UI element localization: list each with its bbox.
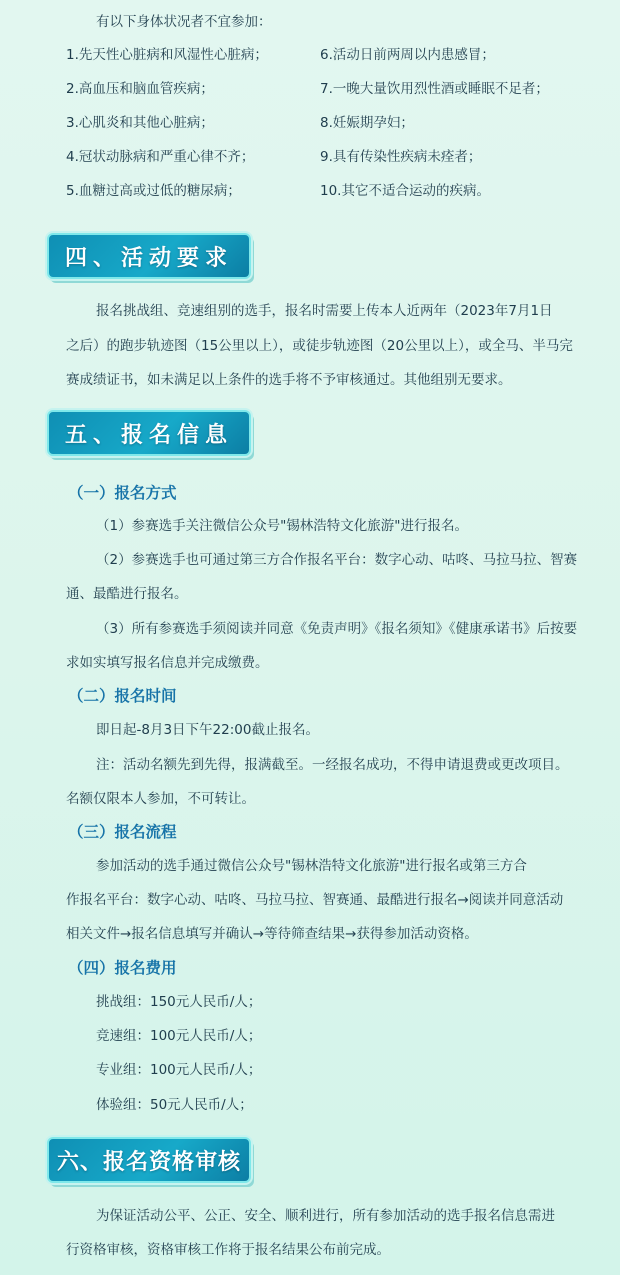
requirements-line-2: 之后）的跑步轨迹图（15公里以上），或徒步轨迹图（20公里以上），或全马、半马完 xyxy=(66,338,573,354)
section-banner-requirements xyxy=(47,233,251,279)
section-banner-registration-info xyxy=(47,410,251,456)
process-line-2: 作报名平台：数字心动、咕咚、马拉马拉、智赛通、最酷进行报名→阅读并同意活动 xyxy=(66,892,564,908)
health-item-8: 8.妊娠期孕妇； xyxy=(320,115,414,131)
subheading-registration-fees: （四）报名费用 xyxy=(68,959,177,977)
health-item-1: 1.先天性心脏病和风湿性心脏病； xyxy=(66,47,268,63)
method-line-2: （2）参赛选手也可通过第三方合作报名平台：数字心动、咕咚、马拉马拉、智赛 xyxy=(96,552,578,568)
health-intro: 有以下身体状况者不宜参加： xyxy=(96,14,272,30)
section-banner-eligibility-review xyxy=(47,1137,251,1183)
fee-experience: 体验组：50元人民币/人； xyxy=(96,1097,253,1113)
requirements-line-3: 赛成绩证书，如未满足以上条件的选手将不予审核通过。其他组别无要求。 xyxy=(66,372,512,388)
review-line-1: 为保证活动公平、公正、安全、顺利进行，所有参加活动的选手报名信息需进 xyxy=(96,1208,555,1224)
health-item-4: 4.冠状动脉病和严重心律不齐； xyxy=(66,149,255,165)
section-title: 四、活动要求 xyxy=(64,245,233,271)
subheading-registration-process: （三）报名流程 xyxy=(68,823,177,841)
time-line-2: 注：活动名额先到先得，报满截至。一经报名成功，不得申请退费或更改项目。 xyxy=(96,757,569,773)
method-line-4: （3）所有参赛选手须阅读并同意《免责声明》《报名须知》《健康承诺书》后按要 xyxy=(96,621,578,637)
process-line-3: 相关文件→报名信息填写并确认→等待筛查结果→获得参加活动资格。 xyxy=(66,926,478,942)
subheading-registration-method: （一）报名方式 xyxy=(68,484,177,502)
process-line-1: 参加活动的选手通过微信公众号"锡林浩特文化旅游"进行报名或第三方合 xyxy=(96,858,527,874)
method-line-5: 求如实填写报名信息并完成缴费。 xyxy=(66,655,269,671)
method-line-1: （1）参赛选手关注微信公众号"锡林浩特文化旅游"进行报名。 xyxy=(96,518,469,534)
time-line-3: 名额仅限本人参加，不可转让。 xyxy=(66,791,255,807)
time-line-1: 即日起-8月3日下午22:00截止报名。 xyxy=(96,722,319,738)
health-item-3: 3.心肌炎和其他心脏病； xyxy=(66,115,214,131)
health-item-10: 10.其它不适合运动的疾病。 xyxy=(320,183,490,199)
health-item-7: 7.一晚大量饮用烈性酒或睡眠不足者； xyxy=(320,81,549,97)
section-title: 六、报名资格审核 xyxy=(56,1149,241,1175)
section-title: 五、报名信息 xyxy=(64,422,233,448)
fee-speed: 竞速组：100元人民币/人； xyxy=(96,1028,262,1044)
method-line-3: 通、最酷进行报名。 xyxy=(66,586,188,602)
health-item-6: 6.活动日前两周以内患感冒； xyxy=(320,47,495,63)
review-line-2: 行资格审核，资格审核工作将于报名结果公布前完成。 xyxy=(66,1242,390,1258)
subheading-registration-time: （二）报名时间 xyxy=(68,687,177,705)
health-item-5: 5.血糖过高或过低的糖尿病； xyxy=(66,183,241,199)
fee-challenge: 挑战组：150元人民币/人； xyxy=(96,994,262,1010)
requirements-line-1: 报名挑战组、竞速组别的选手，报名时需要上传本人近两年（2023年7月1日 xyxy=(96,303,553,319)
health-item-2: 2.高血压和脑血管疾病； xyxy=(66,81,214,97)
fee-professional: 专业组：100元人民币/人； xyxy=(96,1062,262,1078)
health-item-9: 9.具有传染性疾病未痊者； xyxy=(320,149,482,165)
